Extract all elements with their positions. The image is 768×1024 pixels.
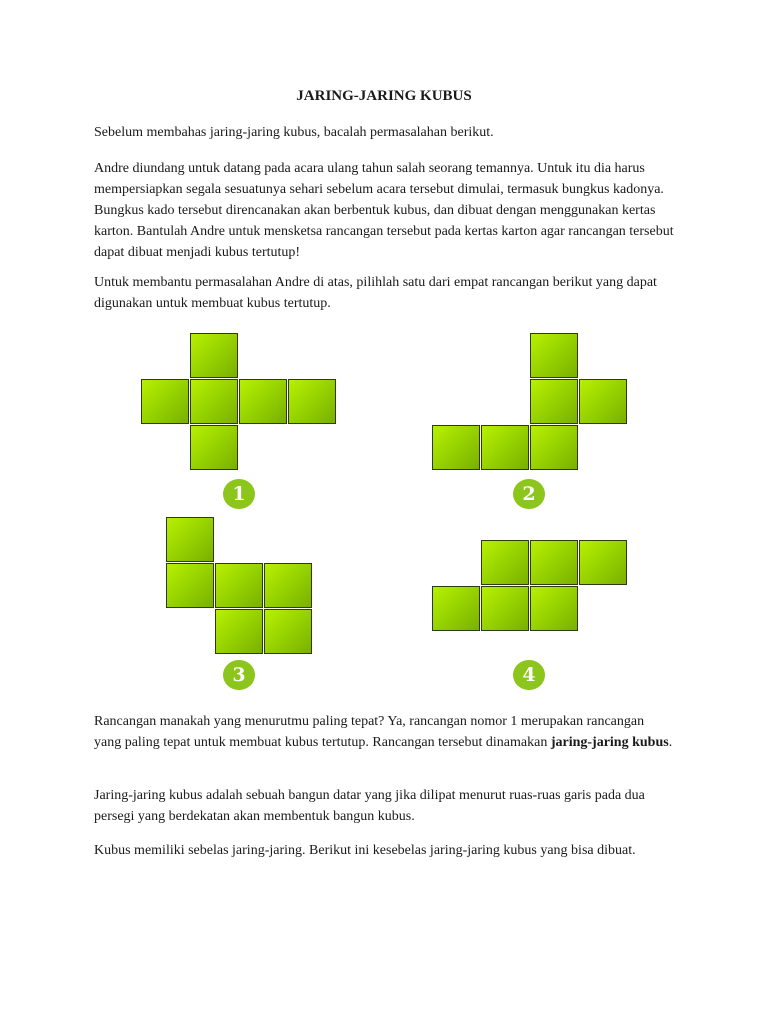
net-3-square — [264, 609, 312, 654]
net-2-square — [432, 425, 480, 470]
net-4-square — [579, 540, 627, 585]
net-3-square — [166, 563, 214, 608]
answer-paragraph — [94, 711, 674, 753]
net-2-square — [530, 333, 578, 378]
net-3-square — [264, 563, 312, 608]
net-3-square — [215, 609, 263, 654]
net-1-square — [288, 379, 336, 424]
net-2-square — [530, 379, 578, 424]
answer-bold-term: jaring-jaring kubus — [550, 735, 669, 750]
net-1-square — [190, 333, 238, 378]
net-4-square — [432, 586, 480, 631]
intro-paragraph: Sebelum membahas jaring-jaring kubus, bacalah permasalahan berikut. — [94, 125, 494, 140]
question-paragraph: Untuk membantu permasalahan Andre di atas, pilihlah satu dari empat rancangan berikut yang dapat digunakan untuk membuat kubus tertutup. — [94, 275, 657, 311]
answer-end: . — [668, 735, 673, 750]
net-2-square — [530, 425, 578, 470]
net-1-number-badge: 1 — [223, 479, 255, 509]
net-4-square — [530, 586, 578, 631]
story-paragraph: Andre diundang untuk datang pada acara ulang tahun salah seorang temannya. Untuk itu dia harus mempersiapkan segala sesuatunya sehari sebelum acara tersebut dimulai, termasuk bungkus kadonya. Bungkus kado tersebut direncanakan akan berbentuk kubus, dan dibuat dengan menggunakan kertas karton. Bantulah Andre untuk mensketsa rancangan tersebut pada kertas karton agar rancangan tersebut dapat dibuat menjadi kubus tertutup! — [94, 161, 674, 260]
net-4-square — [481, 540, 529, 585]
answer-text: Rancangan manakah yang menurutmu paling tepat? Ya, rancangan nomor 1 merupakan rancangan yang paling tepat untuk membuat kubus tertutup. Rancangan tersebut dinamakan — [94, 714, 645, 750]
net-1-square — [141, 379, 189, 424]
net-4-square — [481, 586, 529, 631]
closing-paragraph: Kubus memiliki sebelas jaring-jaring. Berikut ini kesebelas jaring-jaring kubus yang bisa dibuat. — [94, 843, 636, 858]
definition-paragraph: Jaring-jaring kubus adalah sebuah bangun datar yang jika dilipat menurut ruas-ruas garis pada dua persegi yang berdekatan akan membentuk bangun kubus. — [94, 788, 645, 824]
net-1-square — [190, 425, 238, 470]
net-3-square — [215, 563, 263, 608]
net-1-square — [190, 379, 238, 424]
net-3-number-badge: 3 — [223, 660, 255, 690]
net-4-square — [530, 540, 578, 585]
net-2-square — [481, 425, 529, 470]
net-3-square — [166, 517, 214, 562]
net-2-square — [579, 379, 627, 424]
net-2-number-badge: 2 — [513, 479, 545, 509]
page-title: JARING-JARING KUBUS — [296, 88, 472, 104]
net-1-square — [239, 379, 287, 424]
net-4-number-badge: 4 — [513, 660, 545, 690]
